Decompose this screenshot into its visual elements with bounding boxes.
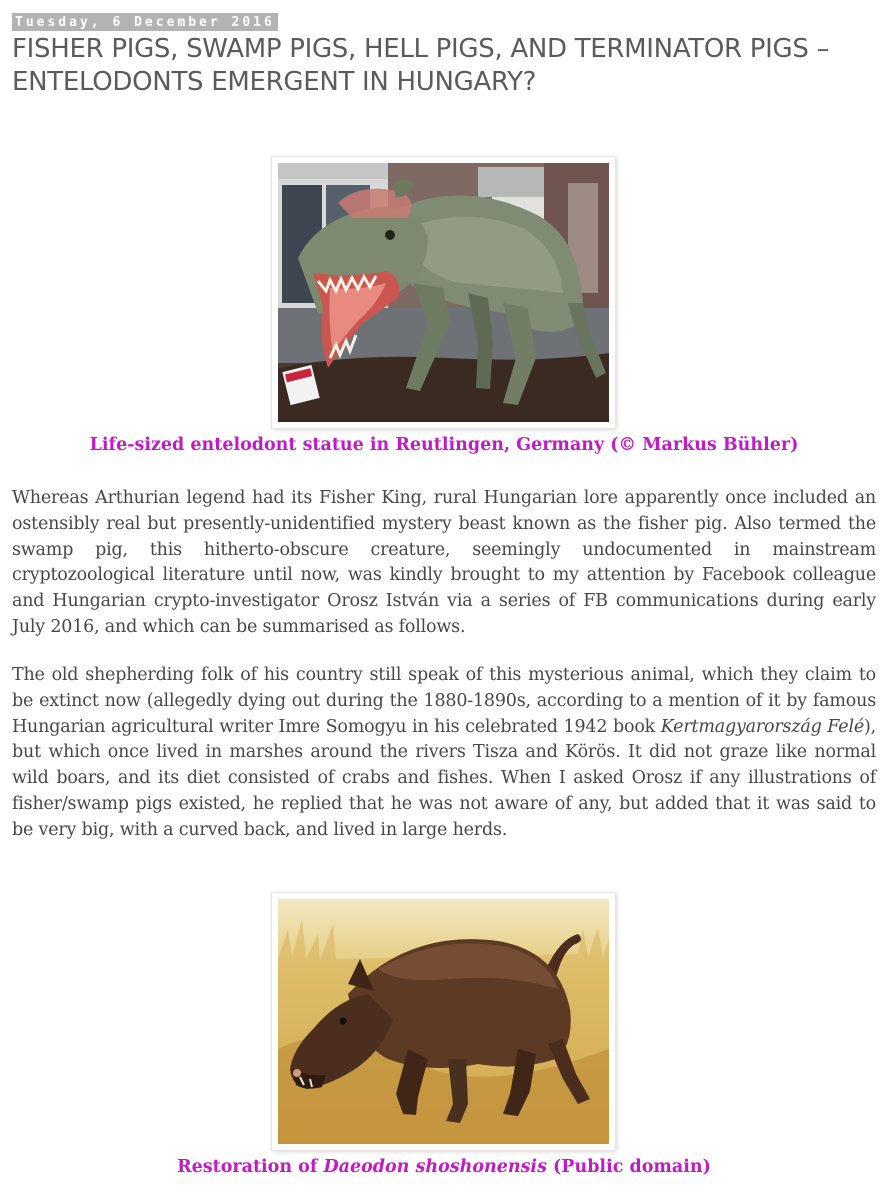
paragraph-text: The old shepherding folk of his country still speak of this mysterious animal, which they claim to be extinct now (allegedly dying out during the 1880-1890s, according to a mention of it by famous Hungarian agricultural writer Imre Somogyu in his celebrated 1942 book (12, 665, 876, 737)
post-date: Tuesday, 6 December 2016 (15, 14, 275, 30)
book-title: Kertmagyarország Felé (660, 716, 864, 737)
caption-text: Restoration of (177, 1157, 324, 1177)
date-header (12, 13, 278, 31)
body-paragraph: Whereas Arthurian legend had its Fisher King, rural Hungarian lore apparently once included an ostensibly real but presently-unidentified mystery beast known as the fisher pig. Also termed the swamp pig, this hitherto-obscure creature, seemingly undocumented in mainstream cryptozoological literature until now, was kindly brought to my attention by Facebook colleague and Hungarian crypto-investigator Orosz István via a series of FB communications during early July 2016, and which can be summarised as follows. (12, 488, 876, 637)
body-paragraph (12, 663, 876, 844)
caption-text: (Public domain) (546, 1157, 711, 1177)
daeodon-restoration-figure[interactable] (272, 893, 615, 1150)
daeodon-restoration-painting[interactable] (278, 899, 609, 1144)
post-title[interactable]: FISHER PIGS, SWAMP PIGS, HELL PIGS, AND TERMINATOR PIGS – ENTELODONTS EMERGENT IN HUNGARY? (12, 34, 830, 97)
figure-caption (0, 1157, 888, 1177)
species-name: Daeodon shoshonensis (323, 1157, 547, 1177)
entelodont-statue-photo[interactable] (278, 163, 609, 422)
entelodont-statue-figure[interactable] (272, 157, 615, 428)
figure-caption: Life-sized entelodont statue in Reutlingen, Germany (© Markus Bühler) (89, 435, 799, 455)
paragraph-text: ), but which once lived in marshes around the rivers Tisza and Körös. It did not graze like normal wild boars, and its diet consisted of crabs and fishes. When I asked Orosz if any illustrations of fisher/swamp pigs existed, he replied that he was not aware of any, but added that it was said to be very big, with a curved back, and lived in large herds. (12, 716, 876, 840)
